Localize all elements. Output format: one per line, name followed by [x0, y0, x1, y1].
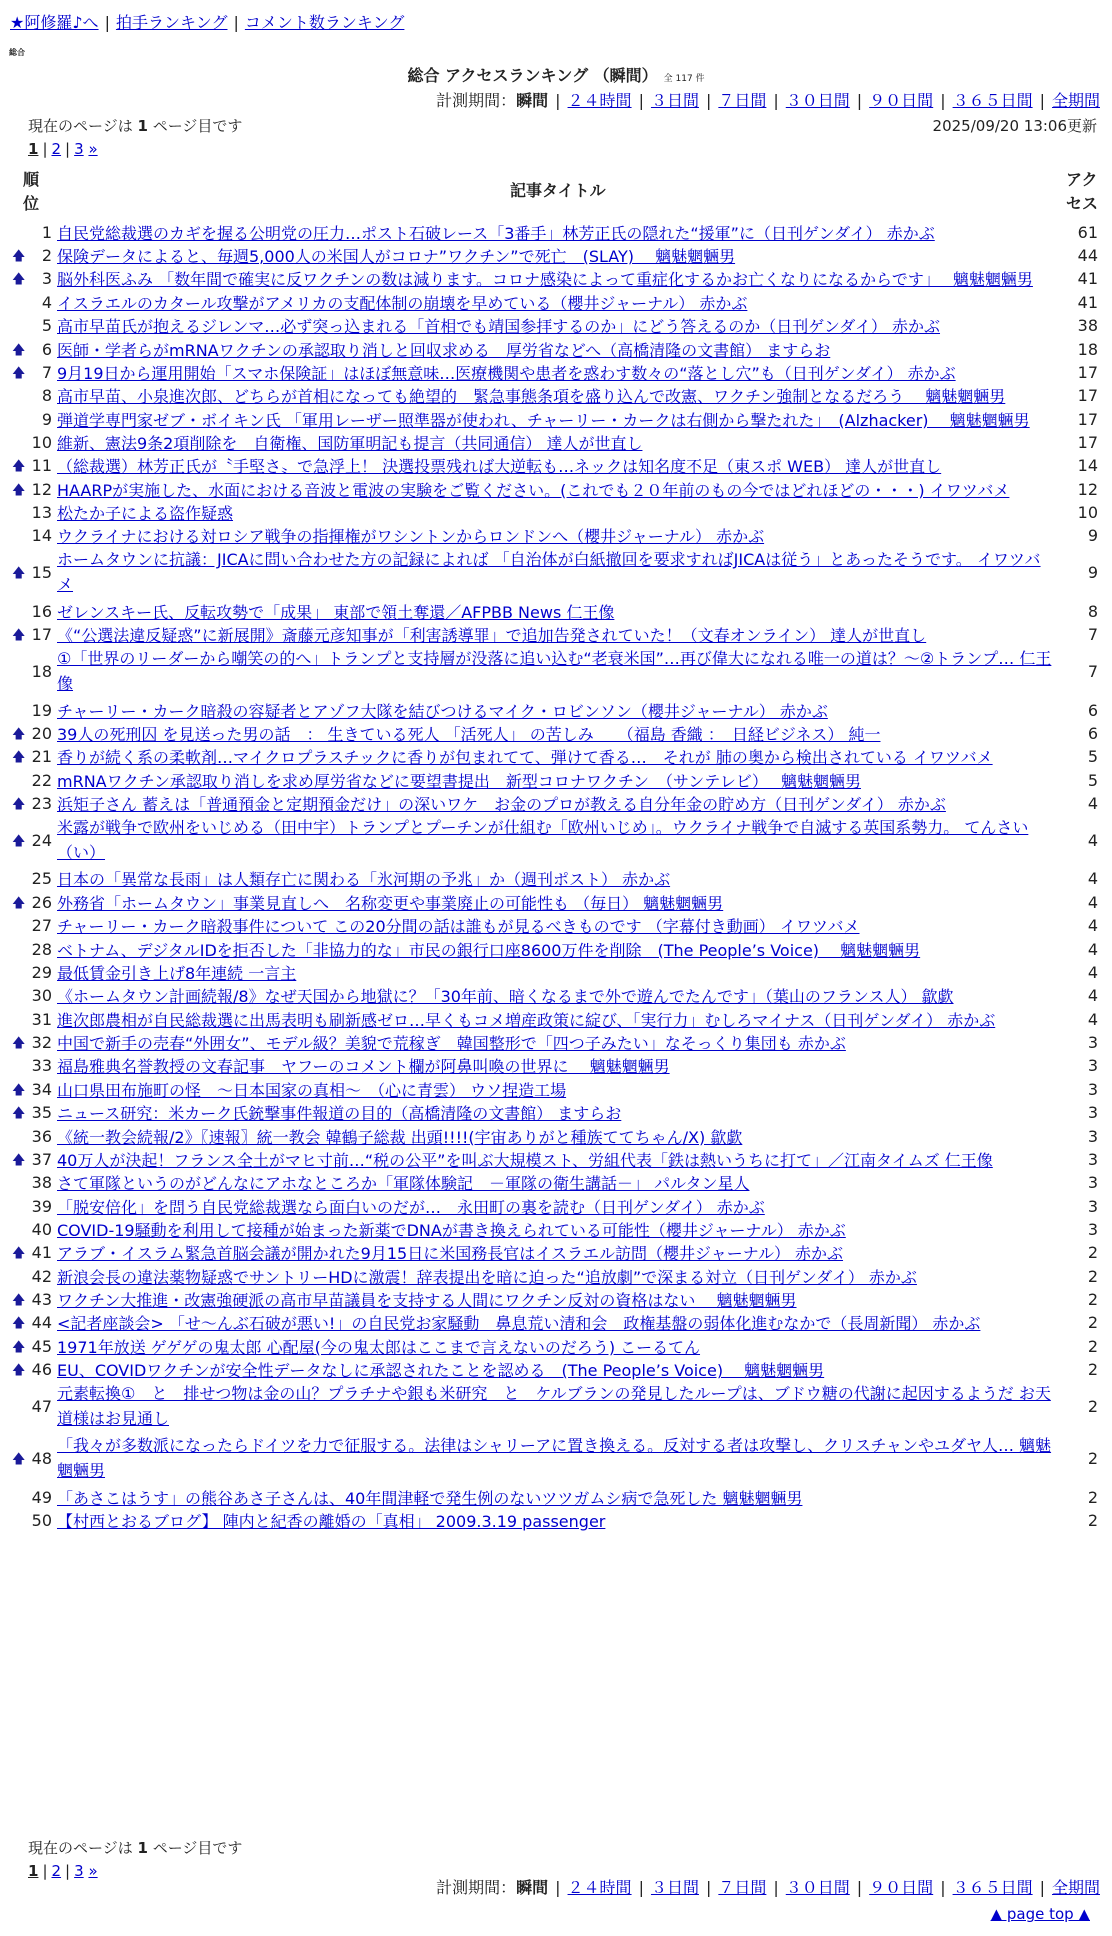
access-count: 4	[1087, 962, 1098, 982]
rank-number: 26	[31, 892, 52, 912]
rank-number: 24	[31, 830, 52, 850]
article-title-link[interactable]: HAARPが実施した、水面における音波と電波の実験をご覧ください。(これでも２０年前のもの今ではどれほどの・・・) イワツバメ	[57, 480, 1010, 500]
page-link[interactable]: 2	[51, 1862, 62, 1880]
rank-number: 38	[31, 1173, 52, 1193]
access-count: 2	[1087, 1487, 1098, 1507]
period-selector-top	[436, 88, 1100, 111]
rank-number: 25	[31, 869, 52, 889]
separator: |	[773, 91, 779, 110]
comment-ranking-link[interactable]: コメント数ランキング	[244, 13, 405, 32]
separator: |	[856, 91, 863, 110]
page-link[interactable]: 2	[51, 140, 62, 158]
rank-number: 19	[31, 700, 52, 720]
article-title-link[interactable]: 39人の死刑囚 を見送った男の話 ： 生きている死人 「活死人」 の苦しみ （福島 香織 ： 日経ビジネス） 純一	[57, 724, 881, 744]
access-count: 17	[1077, 409, 1098, 429]
article-title-link[interactable]: 自民党総裁選のカギを握る公明党の圧力…ポスト石破レース「3番手」林芳正氏の隠れた“援軍”に（日刊ゲンダイ） 赤かぶ	[57, 223, 935, 243]
access-count: 6	[1087, 700, 1098, 720]
period-link[interactable]: ９０日間	[869, 91, 934, 110]
article-title-link[interactable]: 1971年放送 ゲゲゲの鬼太郎 心配屋(今の鬼太郎はここまで言えないのだろう) こーるてん	[57, 1337, 701, 1357]
table-row	[0, 1148, 1112, 1171]
rank-number: 18	[31, 661, 52, 681]
up-arrow-icon: 🡅	[12, 482, 26, 498]
access-count: 4	[1087, 986, 1098, 1006]
rank-number: 28	[31, 939, 52, 959]
separator: |	[773, 1878, 779, 1897]
current-page-pre: 現在のページは	[28, 1839, 133, 1857]
page-current-link[interactable]: 1	[28, 140, 39, 158]
article-title-link[interactable]: 40万人が決起！フランス全土がマヒ寸前…“税の公平”を叫ぶ大規模スト、労組代表「鉄は熱いうちに打て」／江南タイムズ 仁王像	[57, 1150, 993, 1170]
separator: |	[940, 1878, 946, 1897]
separator: |	[940, 91, 946, 110]
access-count: 2	[1087, 1243, 1098, 1263]
current-page-post: ページ目です	[152, 117, 243, 135]
rank-number: 11	[31, 456, 52, 476]
up-arrow-icon: 🡅	[12, 1363, 26, 1379]
access-count: 5	[1087, 770, 1098, 790]
rank-number: 2	[41, 246, 52, 266]
rank-number: 34	[31, 1079, 52, 1099]
rank-number: 22	[31, 770, 52, 790]
access-count: 2	[1087, 1313, 1098, 1333]
up-arrow-icon: 🡅	[12, 1246, 26, 1262]
table-row	[0, 746, 1112, 769]
table-row	[0, 891, 1112, 914]
article-title-link[interactable]: 中国で新手の売春“外囲女”、モデル級？美貌で荒稼ぎ 韓国整形で「四つ子みたい」なそっくり集団も 赤かぶ	[57, 1034, 846, 1054]
rank-number: 33	[31, 1056, 52, 1076]
top-navigation	[10, 10, 404, 33]
separator: |	[555, 91, 561, 110]
current-page-pre: 現在のページは	[28, 117, 133, 135]
pagination-bottom	[28, 1862, 98, 1880]
rank-number: 35	[31, 1103, 52, 1123]
period-link[interactable]: ７日間	[718, 1878, 767, 1897]
access-count: 2	[1087, 1336, 1098, 1356]
article-title-link[interactable]: EU、COVIDワクチンが安全性データなしに承認されたことを認める (The People’s Voice) 魑魅魍魎男	[57, 1361, 825, 1381]
access-count: 2	[1087, 1448, 1098, 1468]
updated-timestamp: 2025/09/20 13:06更新	[932, 117, 1097, 135]
rank-number: 5	[41, 316, 52, 336]
access-count: 4	[1087, 869, 1098, 889]
article-title-link[interactable]: （総裁選）林芳正氏が〝手堅さ〟で急浮上！ 決選投票残れば大逆転も…ネックは知名度不足（東スポ WEB） 達人が世直し	[57, 457, 942, 477]
rank-number: 48	[31, 1448, 52, 1468]
article-title-link[interactable]: 日本の「異常な長雨」は人類存亡に関わる「氷河期の予兆」か（週刊ポスト） 赤かぶ	[57, 870, 671, 890]
article-title-link[interactable]: mRNAワクチン承認取り消しを求め厚労省などに要望書提出 新型コロナワクチン （サンテレビ） 魑魅魍魎男	[57, 771, 861, 791]
separator: |	[705, 1878, 712, 1897]
current-page-indicator-bottom	[28, 1837, 242, 1858]
rank-number: 14	[31, 526, 52, 546]
table-row	[0, 600, 1112, 623]
table-row	[0, 792, 1112, 815]
rank-number: 43	[31, 1290, 52, 1310]
access-count: 14	[1077, 456, 1098, 476]
table-row	[0, 1265, 1112, 1288]
table-row	[0, 816, 1112, 866]
article-title-link[interactable]: ゼレンスキー氏、反転攻勢で「成果」 東部で領土奪還／AFPBB News 仁王像	[57, 602, 615, 622]
next-page-link[interactable]: »	[88, 140, 98, 158]
rank-number: 30	[31, 986, 52, 1006]
up-arrow-icon: 🡅	[12, 459, 26, 475]
table-row	[0, 1218, 1112, 1241]
article-title-link[interactable]: 「我々が多数派になったらドイツを力で征服する。法律はシャリーアに置き換える。反対する者は攻撃し、クリスチャンやユダヤ人… 魑魅魍魎男	[57, 1435, 1052, 1480]
access-count: 17	[1077, 433, 1098, 452]
page-top-link[interactable]: ▲ page top ▲	[990, 1905, 1090, 1923]
table-row	[0, 548, 1112, 598]
up-arrow-icon: 🡅	[12, 566, 26, 582]
rank-number: 3	[41, 269, 52, 289]
table-row	[0, 244, 1112, 267]
rank-number: 23	[31, 794, 52, 814]
rank-number: 36	[31, 1126, 52, 1146]
table-row	[0, 1008, 1112, 1031]
access-count: 4	[1087, 939, 1098, 959]
rank-number: 44	[31, 1313, 52, 1333]
article-title-link[interactable]: 弾道学専門家ゼブ・ボイキン氏 「軍用レーザー照準器が使われ、チャーリー・カークは右側から撃たれた」 (Alzhacker) 魑魅魍魎男	[57, 410, 1030, 430]
up-arrow-icon: 🡅	[12, 797, 26, 813]
page-current-link[interactable]: 1	[28, 1862, 39, 1880]
access-count: 2	[1087, 1360, 1098, 1380]
current-page-num: 1	[137, 117, 148, 135]
rank-number: 39	[31, 1196, 52, 1216]
table-row	[0, 868, 1112, 891]
separator: |	[65, 140, 71, 158]
up-arrow-icon: 🡅	[12, 1152, 26, 1168]
article-title-link[interactable]: チャーリー・カーク暗殺事件について この20分間の話は誰もが見るべきものです （字幕付き動画） イワツバメ	[57, 917, 860, 937]
table-row	[0, 268, 1112, 291]
article-title-link[interactable]: ①「世界のリーダーから嘲笑の的へ」トランプと支持層が没落に追い込む“老衰米国”…再び偉大になれる唯一の道は？～②トランプ… 仁王像	[57, 648, 1052, 693]
period-current: 瞬間	[516, 91, 549, 110]
rank-number: 40	[31, 1219, 52, 1239]
separator: |	[42, 140, 48, 158]
article-title-link[interactable]: ウクライナにおける対ロシア戦争の指揮権がワシントンからロンドンへ（櫻井ジャーナル） 赤かぶ	[57, 527, 765, 547]
access-count: 3	[1087, 1219, 1098, 1239]
access-count: 44	[1077, 246, 1098, 266]
article-title-link[interactable]: 《“公選法違反疑惑”に新展開》斎藤元彦知事が「利害誘導罪」で追加告発されていた！（文春オンライン） 達人が世直し	[57, 626, 927, 646]
access-count: 3	[1087, 1149, 1098, 1169]
article-title-link[interactable]: 《統一教会続報/2》〖速報〗統一教会 韓鶴子総裁 出頭!!!!(宇宙ありがと種族ててちゃん/X) 歙歔	[57, 1127, 743, 1147]
separator: |	[104, 13, 110, 32]
rank-number: 21	[31, 747, 52, 767]
article-title-link[interactable]: チャーリー・カーク暗殺の容疑者とアゾフ大隊を結びつけるマイク・ロビンソン（櫻井ジャーナル） 赤かぶ	[57, 701, 828, 721]
up-arrow-icon: 🡅	[12, 628, 26, 644]
period-link[interactable]: ３日間	[650, 1878, 699, 1897]
table-row	[0, 525, 1112, 548]
total-count: 全 117 件	[663, 74, 705, 84]
header-access: アクセス	[1066, 170, 1099, 213]
table-row	[0, 431, 1112, 454]
table-row	[0, 769, 1112, 792]
access-count: 17	[1077, 386, 1098, 406]
table-row	[0, 1486, 1112, 1509]
access-count: 7	[1087, 661, 1098, 681]
table-row	[0, 699, 1112, 722]
article-title-link[interactable]: 高市早苗氏が抱えるジレンマ…必ず突っ込まれる「首相でも靖国参拝するのか」にどう答えるのか（日刊ゲンダイ） 赤かぶ	[57, 317, 941, 337]
rank-number: 15	[31, 563, 52, 583]
table-row	[0, 985, 1112, 1008]
article-title-link[interactable]: ホームタウンに抗議：JICAに問い合わせた方の記録によれば 「自治体が白紙撤回を要求すればJICAは従う」とあったそうです。 イワツバメ	[57, 550, 1041, 595]
article-title-link[interactable]: 《ホームタウン計画続報/8》なぜ天国から地獄に？「30年前、暗くなるまで外で遊んでたんです」（葉山のフランス人） 歙歔	[57, 987, 954, 1007]
access-count: 4	[1087, 892, 1098, 912]
article-title-link[interactable]: 「脱安倍化」を問う自民党総裁選なら面白いのだが… 永田町の裏を読む（日刊ゲンダイ） 赤かぶ	[57, 1197, 765, 1217]
article-title-link[interactable]: <記者座談会> 「せ～んぶ石破が悪い!」の自民党お家騒動 鼻息荒い清和会 政権基盤の弱体化進むなかで（長周新聞） 赤かぶ	[57, 1314, 981, 1334]
table-row	[0, 1242, 1112, 1265]
table-row	[0, 938, 1112, 961]
table-row	[0, 1055, 1112, 1078]
period-link[interactable]: ３０日間	[785, 1878, 850, 1897]
separator: |	[638, 1878, 644, 1897]
ranking-title-text: 総合 アクセスランキング （瞬間）	[407, 66, 658, 85]
table-row	[0, 455, 1112, 478]
table-row	[0, 408, 1112, 431]
rank-number: 41	[31, 1243, 52, 1263]
rank-number: 31	[31, 1009, 52, 1029]
asyura-home-link[interactable]: ★阿修羅♪へ	[10, 13, 99, 32]
period-link[interactable]: ７日間	[718, 91, 767, 110]
table-row	[0, 1172, 1112, 1195]
table-row	[0, 722, 1112, 745]
access-count: 3	[1087, 1103, 1098, 1123]
table-row	[0, 291, 1112, 314]
separator: |	[65, 1862, 71, 1880]
separator: |	[1039, 1878, 1045, 1897]
category-label: 総合	[9, 48, 25, 57]
table-row	[0, 361, 1112, 384]
article-title-link[interactable]: ニュース研究：米カーク氏銃撃事件報道の目的（高橋清隆の文書館） ますらお	[57, 1104, 622, 1124]
article-title-link[interactable]: ベトナム、デジタルIDを拒否した「非協力的な」市民の銀行口座8600万件を削除 (The People’s Voice) 魑魅魍魎男	[57, 940, 921, 960]
separator: |	[555, 1878, 561, 1897]
rank-number: 8	[41, 386, 52, 406]
rank-number: 20	[31, 723, 52, 743]
period-selector-bottom	[436, 1875, 1100, 1898]
up-arrow-icon: 🡅	[12, 750, 26, 766]
period-current: 瞬間	[516, 1878, 549, 1897]
separator: |	[42, 1862, 48, 1880]
article-title-link[interactable]: 最低賃金引き上げ8年連続 一言主	[57, 963, 297, 983]
table-row	[0, 1335, 1112, 1358]
rank-number: 7	[41, 362, 52, 382]
table-row	[0, 1288, 1112, 1311]
period-label: 計測期間：	[436, 1878, 517, 1897]
up-arrow-icon: 🡅	[12, 1451, 26, 1467]
article-title-link[interactable]: 浜矩子さん 蓄えは「普通預金と定期預金だけ」の深いワケ お金のプロが教える自分年金の貯め方（日刊ゲンダイ） 赤かぶ	[57, 795, 946, 815]
access-count: 4	[1087, 1009, 1098, 1029]
rank-number: 45	[31, 1336, 52, 1356]
current-page-num: 1	[137, 1839, 148, 1857]
header-title: 記事タイトル	[510, 181, 606, 200]
rank-number: 42	[31, 1266, 52, 1286]
current-page-post: ページ目です	[152, 1839, 243, 1857]
period-link[interactable]: ３６５日間	[952, 91, 1033, 110]
table-row	[0, 221, 1112, 244]
period-link[interactable]: ９０日間	[869, 1878, 934, 1897]
rank-number: 37	[31, 1149, 52, 1169]
access-count: 6	[1087, 723, 1098, 743]
separator: |	[705, 91, 712, 110]
period-link[interactable]: ３６５日間	[952, 1878, 1033, 1897]
applause-ranking-link[interactable]: 拍手ランキング	[115, 13, 228, 32]
access-count: 7	[1087, 625, 1098, 645]
up-arrow-icon: 🡅	[12, 1339, 26, 1355]
table-row	[0, 501, 1112, 524]
article-title-link[interactable]: COVID-19騒動を利用して接種が始まった新薬でDNAが書き換えられている可能性（櫻井ジャーナル） 赤かぶ	[57, 1221, 846, 1240]
article-title-link[interactable]: イスラエルのカタール攻撃がアメリカの支配体制の崩壊を早めている（櫻井ジャーナル） 赤かぶ	[57, 293, 748, 313]
rank-number: 47	[31, 1396, 52, 1416]
article-title-link[interactable]: 新浪会長の違法薬物疑惑でサントリーHDに激震！辞表提出を暗に迫った“追放劇”で深まる対立（日刊ゲンダイ） 赤かぶ	[57, 1267, 917, 1287]
article-title-link[interactable]: 米露が戦争で欧州をいじめる（田中宇）トランプとプーチンが仕組む「欧州いじめ」。ウクライナ戦争で自滅する英国系勢力。 てんさい（い）	[57, 817, 1029, 862]
rank-number: 9	[41, 409, 52, 429]
article-title-link[interactable]: 医師・学者らがmRNAワクチンの承認取り消しと回収求める 厚労省などへ（高橋清隆の文書館） ますらお	[57, 340, 831, 360]
article-title-link[interactable]: 高市早苗、小泉進次郎、どちらが首相になっても絶望的 緊急事態条項を盛り込んで改憲、ワクチン強制となるだろう 魑魅魍魎男	[57, 387, 1006, 407]
rank-number: 10	[31, 433, 52, 452]
table-row	[0, 1078, 1112, 1101]
table-row	[0, 915, 1112, 938]
page-link[interactable]: 3	[74, 1862, 84, 1880]
access-count: 4	[1087, 830, 1098, 850]
access-count: 9	[1087, 526, 1098, 546]
rank-number: 29	[31, 962, 52, 982]
period-link[interactable]: 全期間	[1051, 91, 1100, 110]
rank-number: 50	[31, 1510, 52, 1530]
access-count: 61	[1077, 222, 1098, 242]
access-count: 41	[1077, 269, 1098, 289]
article-title-link[interactable]: 香りが続く系の柔軟剤…マイクロプラスチックに香りが包まれてて、弾けて香る… それが 肺の奥から検出されている イワツバメ	[57, 748, 993, 768]
table-row	[0, 1195, 1112, 1218]
period-link[interactable]: ３日間	[650, 91, 699, 110]
article-title-link[interactable]: 維新、憲法9条2項削除を 自衛権、国防軍明記も提言（共同通信） 達人が世直し	[57, 434, 643, 454]
table-row	[0, 1382, 1112, 1432]
table-row	[0, 314, 1112, 337]
table-row	[0, 1101, 1112, 1124]
table-row	[0, 1312, 1112, 1335]
page-link[interactable]: 3	[74, 140, 84, 158]
up-arrow-icon: 🡅	[12, 365, 26, 381]
rank-number: 6	[41, 339, 52, 359]
access-count: 9	[1087, 563, 1098, 583]
separator: |	[1039, 91, 1045, 110]
table-row	[0, 1509, 1112, 1532]
period-link[interactable]: ２４時間	[567, 1878, 632, 1897]
access-count: 4	[1087, 794, 1098, 814]
access-count: 17	[1077, 362, 1098, 382]
up-arrow-icon: 🡅	[12, 249, 26, 265]
access-count: 3	[1087, 1173, 1098, 1193]
pagination-top	[28, 140, 98, 158]
article-title-link[interactable]: 脳外科医ふみ 「数年間で確実に反ワクチンの数は減ります。コロナ感染によって重症化するかお亡くなりになるからです」 魑魅魍魎男	[57, 270, 1033, 290]
up-arrow-icon: 🡅	[12, 342, 26, 358]
table-row	[0, 338, 1112, 361]
access-count: 3	[1087, 1033, 1098, 1053]
access-count: 38	[1077, 316, 1098, 336]
article-title-link[interactable]: 松たか子による盗作疑惑	[57, 504, 234, 524]
article-title-link[interactable]: 保険データによると、毎週5,000人の米国人がコロナ”ワクチン”で死亡 (SLAY) 魑魅魍魎男	[57, 247, 736, 267]
period-link[interactable]: 全期間	[1051, 1878, 1100, 1897]
access-count: 2	[1087, 1510, 1098, 1530]
access-count: 3	[1087, 1056, 1098, 1076]
access-count: 3	[1087, 1079, 1098, 1099]
rank-number: 1	[41, 222, 52, 242]
up-arrow-icon: 🡅	[12, 726, 26, 742]
rank-number: 17	[31, 625, 52, 645]
current-page-indicator-top	[28, 115, 242, 136]
header-rank: 順位	[22, 170, 39, 213]
up-arrow-icon: 🡅	[12, 1106, 26, 1122]
access-count: 2	[1087, 1290, 1098, 1310]
article-title-link[interactable]: 外務省「ホームタウン」事業見直しへ 名称変更や事業廃止の可能性も （毎日） 魑魅魍魎男	[57, 893, 724, 913]
rank-number: 27	[31, 916, 52, 936]
access-count: 41	[1077, 292, 1098, 312]
access-count: 3	[1087, 1126, 1098, 1146]
up-arrow-icon: 🡅	[12, 272, 26, 288]
period-link[interactable]: ３０日間	[785, 91, 850, 110]
separator: |	[856, 1878, 863, 1897]
rank-number: 4	[41, 292, 52, 312]
access-count: 5	[1087, 747, 1098, 767]
rank-number: 12	[31, 479, 52, 499]
rank-number: 46	[31, 1360, 52, 1380]
separator: |	[638, 91, 644, 110]
article-title-link[interactable]: さて軍隊というのがどんなにアホなところか「軍隊体験記 －軍隊の衛生講話－」 パルタン星人	[57, 1174, 750, 1194]
access-count: 18	[1077, 339, 1098, 359]
separator: |	[233, 13, 239, 32]
article-title-link[interactable]: アラブ・イスラム緊急首脳会議が開かれた9月15日に米国務長官はイスラエル訪問（櫻井ジャーナル） 赤かぶ	[57, 1244, 844, 1264]
table-row	[0, 1434, 1112, 1484]
article-title-link[interactable]: 「あさこはうす」の熊谷あさ子さんは、40年間津軽で発生例のないツツガムシ病で急死した 魑魅魍魎男	[57, 1488, 803, 1508]
access-count: 10	[1077, 503, 1098, 523]
rank-number: 13	[31, 503, 52, 523]
up-arrow-icon: 🡅	[12, 1036, 26, 1052]
up-arrow-icon: 🡅	[12, 1082, 26, 1098]
next-page-link[interactable]: »	[88, 1862, 98, 1880]
access-count: 3	[1087, 1196, 1098, 1216]
access-count: 2	[1087, 1396, 1098, 1416]
table-row	[0, 647, 1112, 697]
up-arrow-icon: 🡅	[12, 895, 26, 911]
up-arrow-icon: 🡅	[12, 833, 26, 849]
rank-number: 16	[31, 601, 52, 621]
table-row	[0, 1031, 1112, 1054]
access-count: 2	[1087, 1266, 1098, 1286]
rank-number: 49	[31, 1487, 52, 1507]
table-row	[0, 1125, 1112, 1148]
table-row	[0, 961, 1112, 984]
rank-number: 32	[31, 1033, 52, 1053]
access-count: 8	[1087, 601, 1098, 621]
table-row	[0, 478, 1112, 501]
period-label: 計測期間：	[436, 91, 517, 110]
up-arrow-icon: 🡅	[12, 1316, 26, 1332]
ranking-title	[0, 63, 1112, 86]
article-title-link[interactable]: ワクチン大推進・改憲強硬派の高市早苗議員を支持する人間にワクチン反対の資格はない 魑魅魍魎男	[57, 1291, 797, 1311]
article-title-link[interactable]: 山口県田布施町の怪 ～日本国家の真相～ （心に青雲） ウソ捏造工場	[57, 1080, 567, 1100]
table-row	[0, 1359, 1112, 1382]
access-count: 4	[1087, 916, 1098, 936]
article-title-link[interactable]: 福島雅典名誉教授の文春記事 ヤフーのコメント欄が阿鼻叫喚の世界に 魑魅魍魎男	[57, 1057, 670, 1077]
up-arrow-icon: 🡅	[12, 1293, 26, 1309]
article-title-link[interactable]: 【村西とおるブログ】 陣内と紀香の離婚の「真相」 2009.3.19 passenger	[57, 1511, 606, 1531]
access-count: 12	[1077, 479, 1098, 499]
article-title-link[interactable]: 進次郎農相が自民総裁選に出馬表明も刷新感ゼロ…早くもコメ増産政策に綻び、「実行力」むしろマイナス（日刊ゲンダイ） 赤かぶ	[57, 1010, 996, 1030]
period-link[interactable]: ２４時間	[567, 91, 632, 110]
article-title-link[interactable]: 元素転換① と 排せつ物は金の山？プラチナや銀も米研究 と ケルブランの発見したループは、ブドウ糖の代謝に起因するようだ お天道様はお見通し	[57, 1383, 1051, 1428]
article-title-link[interactable]: 9月19日から運用開始「スマホ保険証」はほぼ無意味…医療機関や患者を惑わす数々の“落とし穴”も（日刊ゲンダイ） 赤かぶ	[57, 363, 956, 383]
table-row	[0, 624, 1112, 647]
table-row	[0, 385, 1112, 408]
